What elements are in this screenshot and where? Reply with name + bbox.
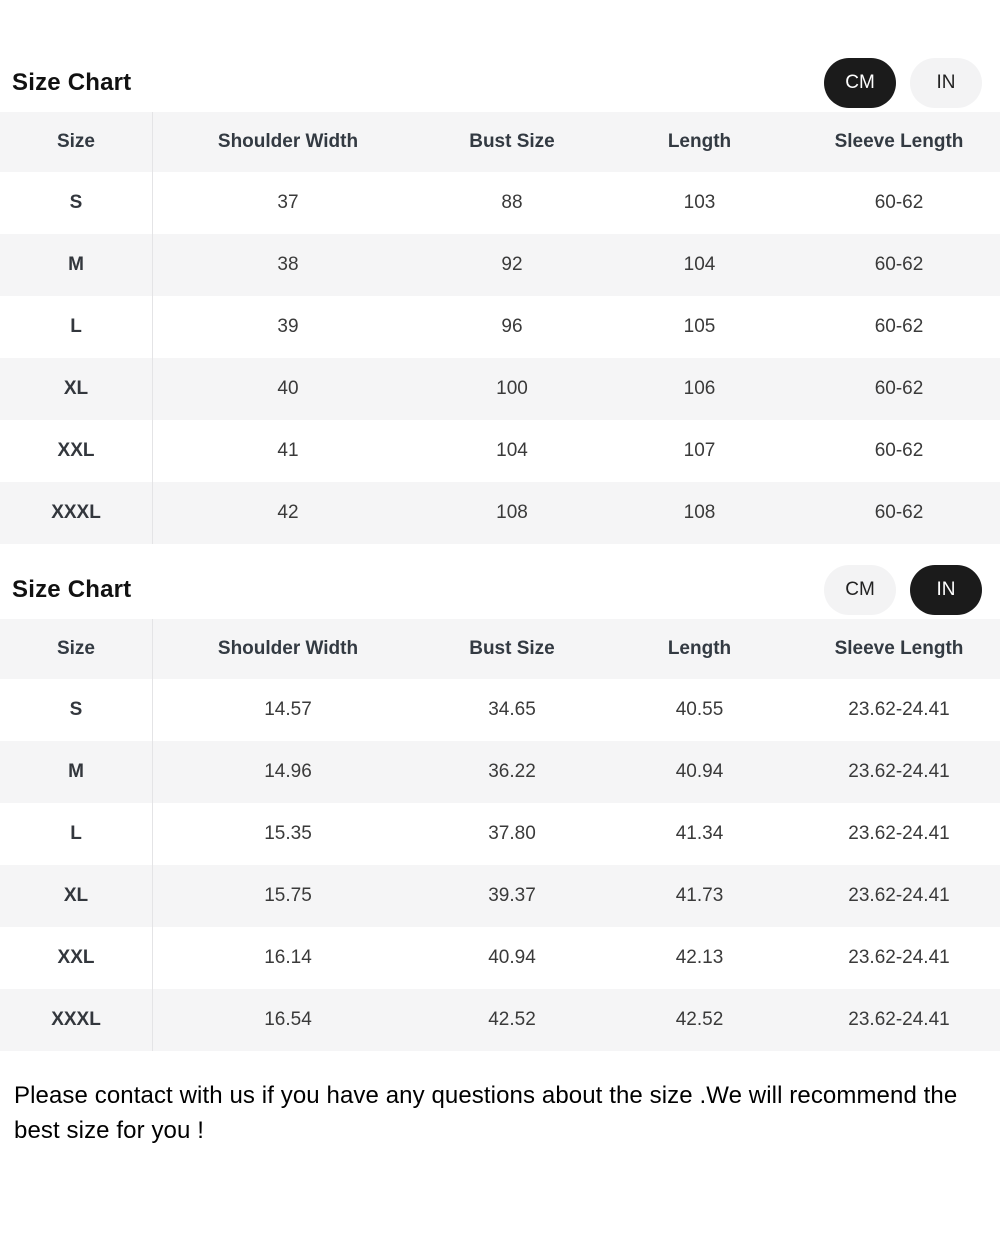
value-cell: 40 — [277, 378, 299, 399]
size-table-cm — [0, 112, 1000, 544]
size-cell: XL — [0, 358, 153, 420]
value-cell: 40.55 — [675, 699, 724, 720]
column-header-length: Length — [667, 131, 732, 152]
size-chart-header-in — [0, 561, 1000, 619]
unit-toggle — [824, 565, 982, 615]
unit-toggle — [824, 58, 982, 108]
value-cell: 14.96 — [264, 761, 312, 782]
value-cell: 23.62-24.41 — [848, 885, 950, 906]
value-cell: 108 — [496, 502, 528, 523]
value-cell: 40.94 — [488, 947, 536, 968]
size-chart-header-cm — [0, 54, 1000, 112]
value-cell: 34.65 — [488, 699, 536, 720]
value-cell: 60-62 — [874, 316, 924, 337]
value-cell: 60-62 — [874, 378, 924, 399]
value-cell: 60-62 — [874, 192, 924, 213]
table-header-row — [0, 112, 1000, 172]
value-cell: 108 — [683, 502, 716, 523]
size-cell: XL — [0, 865, 153, 927]
value-cell: 107 — [683, 440, 716, 461]
value-cell: 92 — [501, 254, 523, 275]
size-cell: XXXL — [0, 482, 153, 544]
value-cell: 14.57 — [264, 699, 312, 720]
value-cell: 37.80 — [488, 823, 536, 844]
size-cell: M — [0, 741, 153, 803]
size-cell: M — [0, 234, 153, 296]
size-cell: S — [0, 679, 153, 741]
value-cell: 23.62-24.41 — [848, 823, 950, 844]
column-header-shoulder-width: Shoulder Width — [217, 131, 359, 152]
value-cell: 60-62 — [874, 254, 924, 275]
table-row — [0, 741, 1000, 803]
value-cell: 23.62-24.41 — [848, 947, 950, 968]
value-cell: 23.62-24.41 — [848, 699, 950, 720]
column-header-size: Size — [0, 112, 153, 172]
value-cell: 16.14 — [264, 947, 312, 968]
value-cell: 16.54 — [264, 1009, 312, 1030]
size-cell: L — [0, 803, 153, 865]
value-cell: 106 — [683, 378, 716, 399]
value-cell: 15.35 — [264, 823, 312, 844]
table-row — [0, 679, 1000, 741]
table-row — [0, 927, 1000, 989]
table-header-row — [0, 619, 1000, 679]
table-row — [0, 358, 1000, 420]
value-cell: 39 — [277, 316, 299, 337]
value-cell: 38 — [277, 254, 299, 275]
column-header-bust-size: Bust Size — [469, 131, 555, 152]
page-title: Size Chart — [12, 69, 132, 96]
value-cell: 104 — [496, 440, 528, 461]
size-cell: XXL — [0, 420, 153, 482]
value-cell: 60-62 — [874, 440, 924, 461]
value-cell: 40.94 — [675, 761, 724, 782]
size-cell: XXXL — [0, 989, 153, 1051]
unit-toggle-cm-button[interactable]: CM — [824, 58, 896, 108]
value-cell: 39.37 — [488, 885, 536, 906]
value-cell: 23.62-24.41 — [848, 761, 950, 782]
value-cell: 42.52 — [675, 1009, 724, 1030]
value-cell: 41 — [277, 440, 299, 461]
value-cell: 37 — [277, 192, 299, 213]
value-cell: 103 — [683, 192, 716, 213]
value-cell: 42.52 — [488, 1009, 536, 1030]
table-row — [0, 803, 1000, 865]
page-title: Size Chart — [12, 576, 132, 603]
column-header-size: Size — [0, 619, 153, 679]
column-header-sleeve-length: Sleeve Length — [834, 638, 964, 659]
table-row — [0, 989, 1000, 1051]
table-row — [0, 296, 1000, 358]
size-cell: L — [0, 296, 153, 358]
size-help-note: Please contact with us if you have any questions about the size .We will recommend the best size for you ! — [14, 1082, 958, 1144]
column-header-length: Length — [667, 638, 732, 659]
table-row — [0, 865, 1000, 927]
table-row — [0, 420, 1000, 482]
column-header-bust-size: Bust Size — [469, 638, 555, 659]
value-cell: 104 — [683, 254, 716, 275]
value-cell: 100 — [496, 378, 528, 399]
unit-toggle-in-button[interactable]: IN — [910, 58, 982, 108]
value-cell: 15.75 — [264, 885, 312, 906]
value-cell: 60-62 — [874, 502, 924, 523]
unit-toggle-in-button[interactable]: IN — [910, 565, 982, 615]
size-cell: XXL — [0, 927, 153, 989]
value-cell: 23.62-24.41 — [848, 1009, 950, 1030]
value-cell: 42.13 — [675, 947, 724, 968]
value-cell: 41.73 — [675, 885, 724, 906]
value-cell: 36.22 — [488, 761, 536, 782]
value-cell: 88 — [501, 192, 523, 213]
column-header-shoulder-width: Shoulder Width — [217, 638, 359, 659]
value-cell: 41.34 — [675, 823, 724, 844]
size-table-in — [0, 619, 1000, 1051]
value-cell: 96 — [501, 316, 523, 337]
table-row — [0, 172, 1000, 234]
table-row — [0, 482, 1000, 544]
column-header-sleeve-length: Sleeve Length — [834, 131, 964, 152]
value-cell: 42 — [277, 502, 299, 523]
value-cell: 105 — [683, 316, 716, 337]
table-row — [0, 234, 1000, 296]
size-cell: S — [0, 172, 153, 234]
unit-toggle-cm-button[interactable]: CM — [824, 565, 896, 615]
